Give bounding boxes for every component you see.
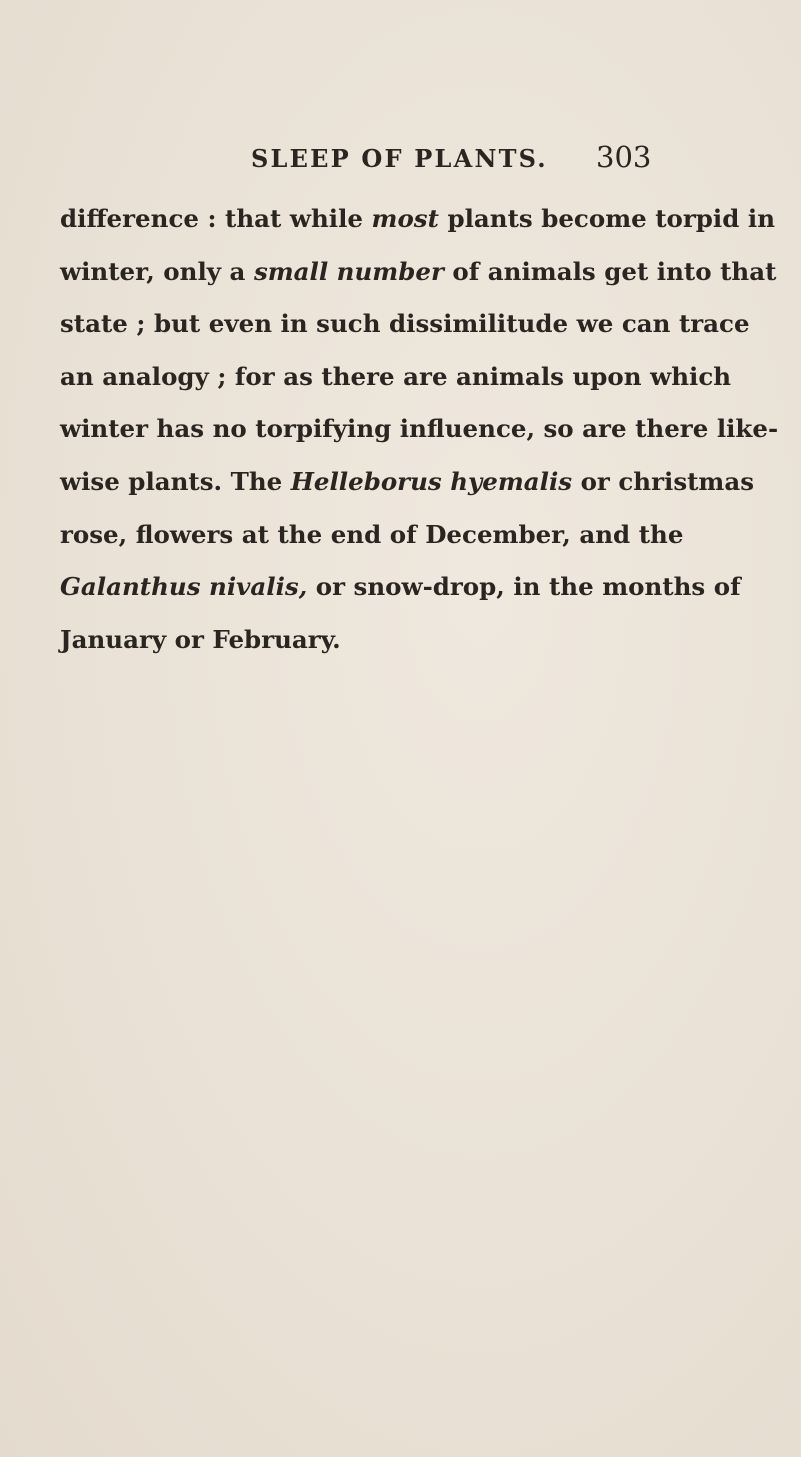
line-content [60,561,741,614]
text-line-7 [60,509,684,562]
line-content [60,456,754,509]
text-segment: January or February. [60,624,341,654]
text-line-5 [60,403,779,456]
text-segment-italic: Galanthus nivalis, [60,572,308,602]
text-segment: an analogy ; for as there are animals upon which [60,361,732,391]
text-segment: wise plants. The [60,466,291,496]
running-head-title: SLEEP OF PLANTS. [251,144,548,173]
text-line-3 [60,298,750,351]
text-line-4 [60,351,732,404]
text-line-1 [60,193,776,246]
text-segment-italic: small number [253,256,444,286]
text-line-8 [60,561,741,614]
text-segment: state ; but even in such dissimilitude we can trace [60,309,750,339]
page-number: 303 [596,140,652,174]
line-content [60,246,776,299]
text-segment: of animals get into that [443,256,777,286]
line-content [60,193,775,246]
text-segment-italic: Helleborus hyemalis [290,466,573,496]
text-line-6 [60,456,755,509]
text-segment-italic: most [371,204,439,233]
body-text [60,193,779,666]
text-segment: or snow-drop, in the months of [307,572,741,602]
text-segment: or christmas [572,466,755,496]
text-segment: winter has no torpifying influence, so are there like- [60,414,779,444]
text-segment: difference : that while [60,204,372,233]
text-segment: winter, only a [60,256,254,286]
text-line-2 [60,246,777,299]
text-segment: rose, flowers at the end of December, and the [60,519,684,549]
text-segment: plants become torpid in [438,204,776,233]
running-head [0,140,801,180]
text-line-9 [60,614,680,667]
